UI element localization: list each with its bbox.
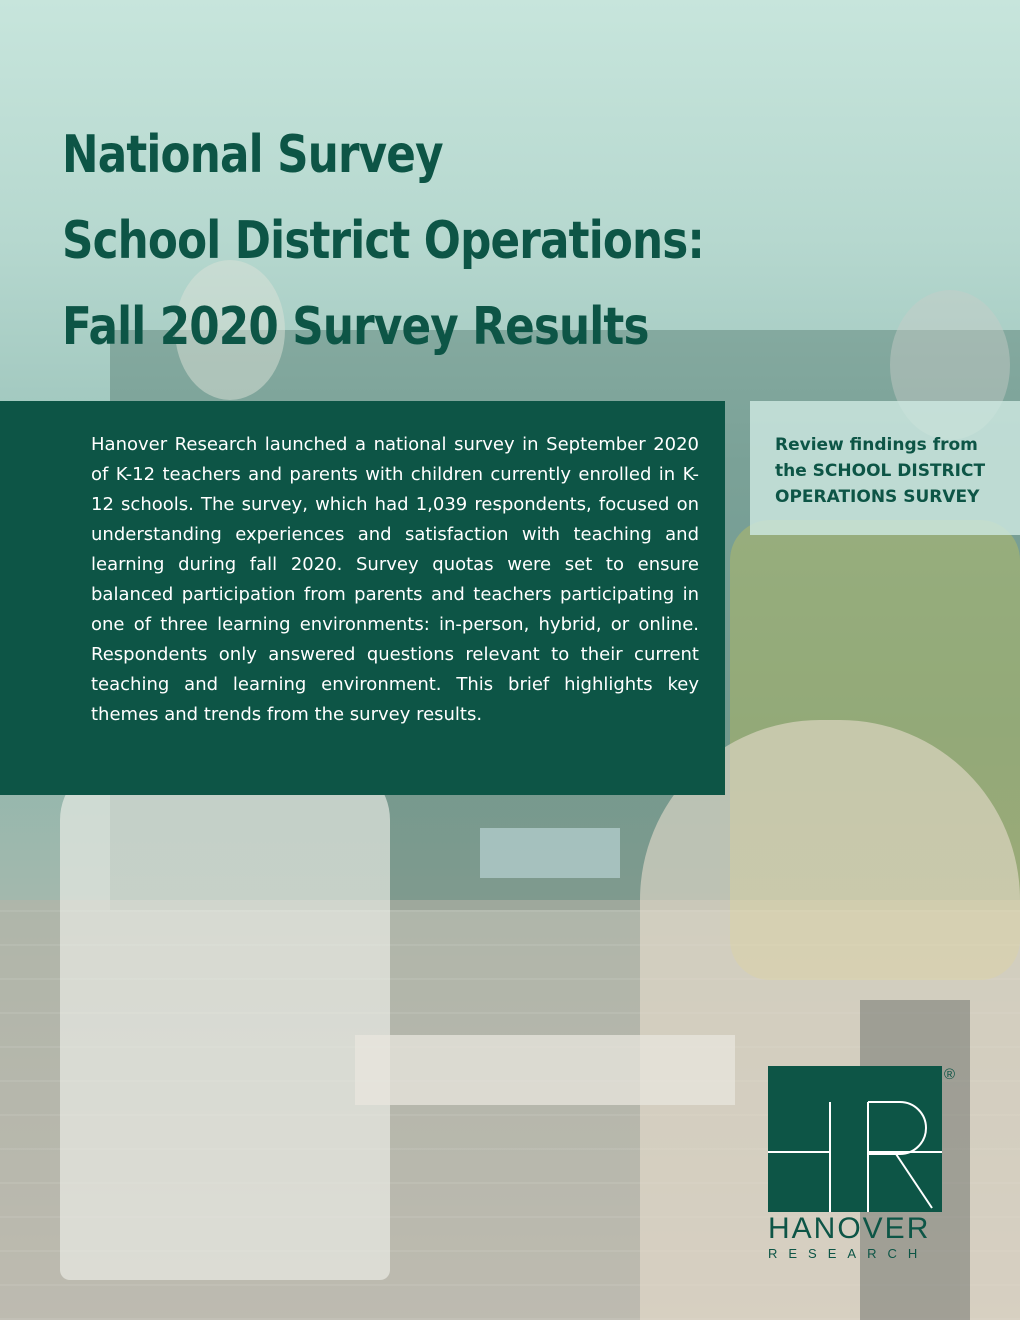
page-title [62, 112, 704, 370]
callout-line-3: OPERATIONS SURVEY [775, 487, 980, 507]
intro-text: Hanover Research launched a national survey in September 2020 of K-12 teachers and parents with children currently enrolled in K-12 schools. The survey, which had 1,039 respondents, focused on understanding experiences and satisfaction with teaching and learning during fall 2020. Survey quotas were set to ensure balanced participation from parents and teachers participating in one of three learning environments: in-person, hybrid, or online. Respondents only answered questions relevant to their current teaching and learning environment. This brief highlights key themes and trends from the survey results. [91, 434, 699, 725]
title-line-2: School District Operations: [62, 211, 705, 271]
logo-monogram-icon [768, 1066, 942, 1212]
findings-callout [750, 401, 1020, 535]
hanover-research-logo [768, 1066, 964, 1266]
title-line-1: National Survey [62, 125, 443, 185]
intro-panel [0, 401, 725, 795]
logo-subname: RESEARCH [768, 1246, 929, 1261]
title-line-3: Fall 2020 Survey Results [62, 297, 649, 357]
teacher-figure [60, 760, 390, 1280]
wall-frame [480, 828, 620, 878]
callout-line-2: the SCHOOL DISTRICT [775, 461, 986, 481]
logo-name: HANOVER [768, 1212, 931, 1245]
registered-mark: ® [944, 1066, 956, 1083]
desk [355, 1035, 735, 1105]
callout-line-1: Review findings from [775, 435, 978, 455]
